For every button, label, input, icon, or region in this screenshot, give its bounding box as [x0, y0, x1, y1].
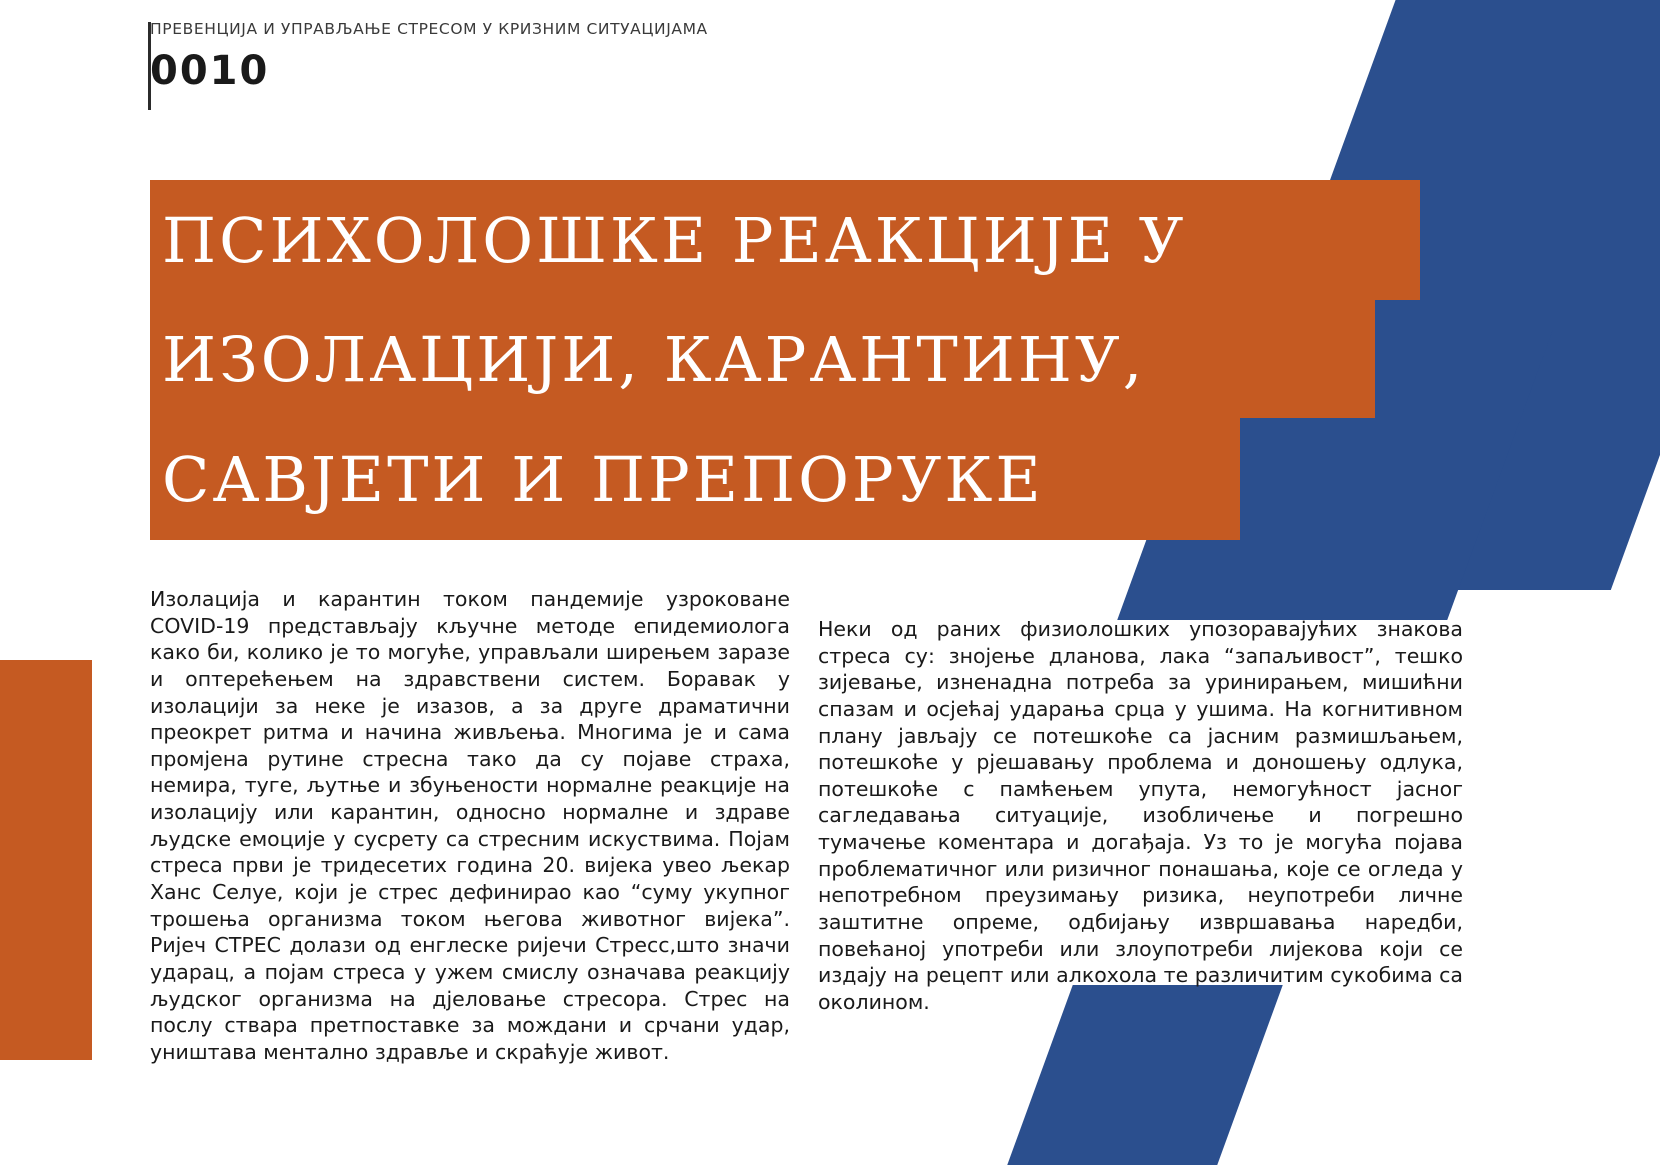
- header-kicker: ПРЕВЕНЦИЈА И УПРАВЉАЊЕ СТРЕСОМ У КРИЗНИМ СИТУАЦИЈАМА: [150, 20, 708, 38]
- title-line-3: [150, 418, 1240, 540]
- title-line-1-text: ПСИХОЛОШКЕ РЕАКЦИЈЕ У: [162, 203, 1187, 277]
- header: [150, 20, 708, 94]
- page-number: 0010: [150, 48, 270, 94]
- title-line-3-text: САВЈЕТИ И ПРЕПОРУКЕ: [162, 442, 1044, 516]
- title-line-2: [150, 300, 1375, 418]
- decorative-orange-bar-left: [0, 660, 92, 1060]
- title-line-2-text: ИЗОЛАЦИЈИ, КАРАНТИНУ,: [162, 322, 1146, 396]
- body-column-right: Неки од раних физиолошких упозоравајућих знакова стреса су: знојење дланова, лака “запаљивост”, тешко зијевање, изненадна потреба за уринирањем, мишићни спазам и осјећај ударања срца у ушима. На когнитивном плану јављају се потешкоће са јасним размишљањем, потешкоће у рјешавању проблема и доношењу одлука, потешкоће с памћењем упута, немогућност јасног сагледавања ситуације, изобличење и погрешно тумачење коментара и догађаја. Уз то је могућа појава проблематичног или ризичног понашања, које се огледа у непотребном преузимању ризика, неупотреби личне заштитне опреме, одбијању извршавања наредби, повећаној употреби или злоупотреби лијекова који се издају на рецепт или алкохола те различитим сукобима са околином.: [818, 617, 1463, 1014]
- title-line-1: [150, 180, 1420, 300]
- body-column-left: Изолација и карантин током пандемије узроковане COVID-19 представљају кључне методе епидемиолога како би, колико је то могуће, управљали ширењем заразе и оптерећењем на здравствени систем. Боравак у изолацији за неке је изазов, а за друге драматични преокрет ритма и начина живљења. Многима је и сама промјена рутине стресна тако да су појаве страха, немира, туге, љутње и збуњености нормалне реакције на изолацију или карантин, односно нормалне и здраве људске емоције у сусрету са стресним искуствима. Појам стреса први је тридесетих година 20. вијека увео љекар Ханс Селуе, који је стрес дефинирао као “суму укупног трошења организма током његова животног вијека”. Ријеч СТРЕС долази од енглеске ријечи Стресс,што значи ударац, а појам стреса у ужем смислу означава реакцију људског организма на дјеловање стресора. Стрес на послу ствара претпоставке за мождани и срчани удар, уништава ментално здравље и скраћује живот.: [150, 587, 790, 1064]
